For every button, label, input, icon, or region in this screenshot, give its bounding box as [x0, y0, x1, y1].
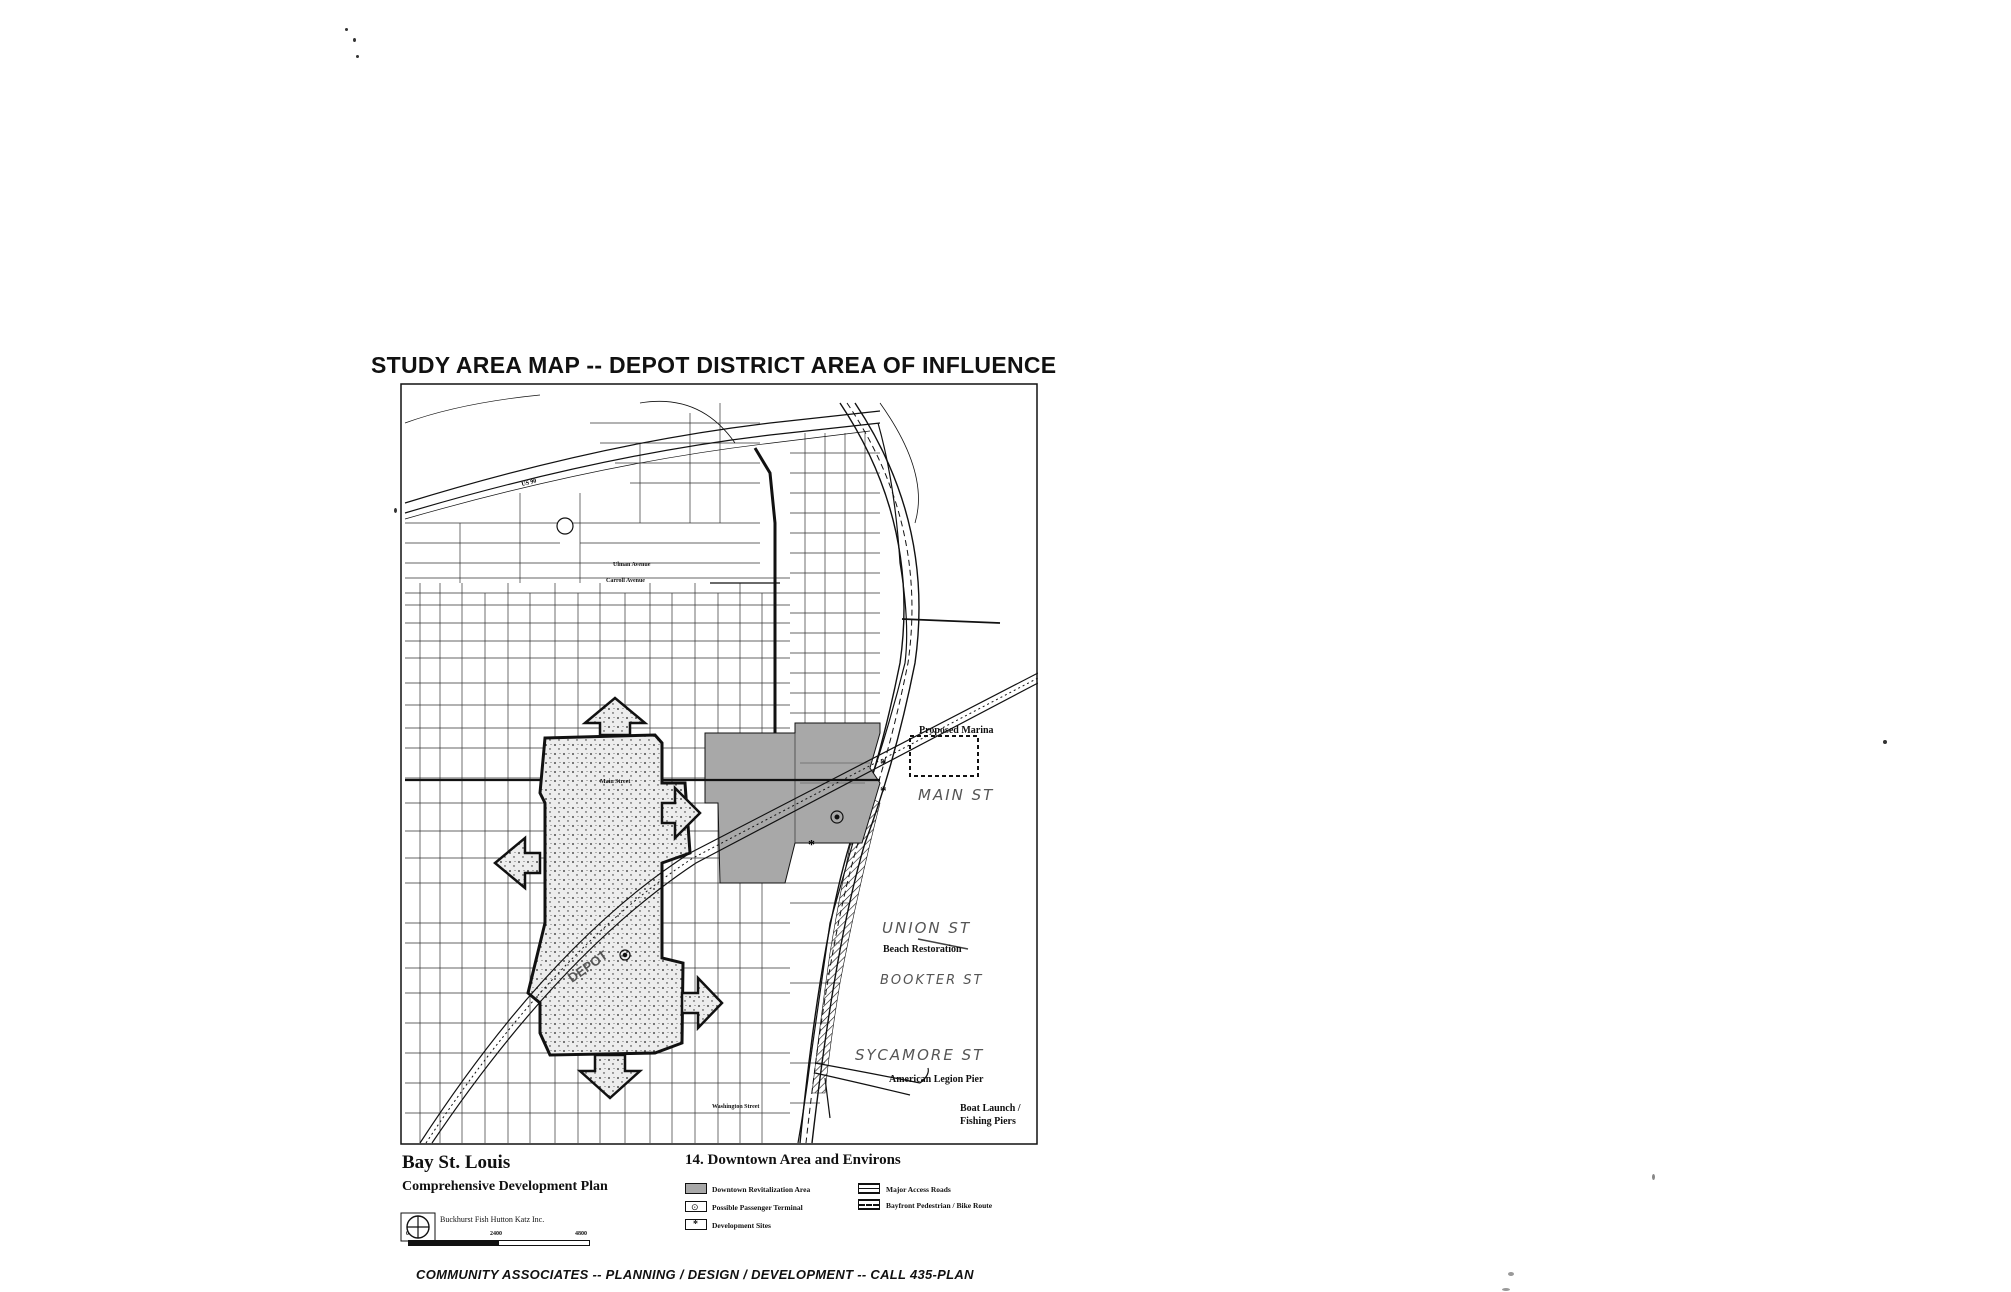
- washington-street-label: Washington Street: [712, 1104, 760, 1110]
- depot-label: DEPOT: [565, 947, 611, 986]
- development-site-icon: *: [808, 838, 815, 853]
- firm-credit: Buckhurst Fish Hutton Katz Inc.: [440, 1215, 545, 1224]
- scale-tick-2400: 2400: [490, 1231, 502, 1237]
- legend-label-bike-route: Bayfront Pedestrian / Bike Route: [886, 1201, 993, 1210]
- handwritten-bookter-st: BOOKTER ST: [880, 973, 984, 988]
- proposed-marina-label: Proposed Marina: [919, 725, 994, 736]
- scale-tick-4800: 4800: [575, 1231, 587, 1237]
- scan-speck: [1508, 1272, 1514, 1276]
- fishing-piers-label: Fishing Piers: [960, 1116, 1016, 1127]
- american-legion-pier-label: American Legion Pier: [889, 1074, 984, 1085]
- boat-launch-label: Boat Launch /: [960, 1103, 1021, 1114]
- scan-speck: [353, 38, 356, 42]
- legend-label-terminal: Possible Passenger Terminal: [712, 1203, 803, 1212]
- map-title: 14. Downtown Area and Environs: [685, 1152, 901, 1168]
- plan-name: Comprehensive Development Plan: [402, 1179, 608, 1194]
- scale-tick-0: 0: [406, 1231, 409, 1237]
- beach-restoration-label: Beach Restoration: [883, 944, 962, 955]
- scan-speck: [394, 508, 397, 513]
- carroll-avenue-label: Carroll Avenue: [606, 578, 645, 584]
- main-street-label: Main Street: [600, 779, 631, 785]
- scan-speck: [345, 28, 348, 31]
- us-90-label: US 90: [521, 478, 538, 488]
- scan-speck: [1652, 1174, 1655, 1180]
- handwritten-sycamore-st: SYCAMORE ST: [855, 1046, 985, 1064]
- legend-label-revitalization: Downtown Revitalization Area: [712, 1185, 811, 1194]
- scan-speck: [1883, 740, 1887, 744]
- compass-icon: [400, 1212, 436, 1242]
- scan-speck: [356, 55, 359, 58]
- place-name: Bay St. Louis: [402, 1152, 511, 1173]
- page-title: STUDY AREA MAP -- DEPOT DISTRICT AREA OF INFLUENCE: [371, 352, 1057, 378]
- water-tower-icon: [557, 518, 573, 534]
- development-site-icon: *: [880, 783, 887, 798]
- legend-swatch-revitalization: [685, 1183, 707, 1194]
- legend-swatch-major-roads: [858, 1183, 880, 1194]
- legend-swatch-development: *: [685, 1219, 707, 1230]
- legend-swatch-bike-route: [858, 1199, 880, 1210]
- legend-label-major-roads: Major Access Roads: [886, 1185, 951, 1194]
- scale-bar: [408, 1240, 590, 1246]
- study-area-map: [400, 383, 1038, 1145]
- legend-swatch-terminal: ⊙: [685, 1201, 707, 1212]
- handwritten-union-st: UNION ST: [882, 919, 972, 937]
- legend-label-development: Development Sites: [712, 1221, 771, 1230]
- handwritten-main-st: MAIN ST: [918, 786, 995, 804]
- ulman-avenue-label: Ulman Avenue: [613, 562, 651, 568]
- footer-credit: COMMUNITY ASSOCIATES -- PLANNING / DESIGN / DEVELOPMENT -- CALL 435-PLAN: [416, 1267, 974, 1282]
- scan-speck: [1502, 1288, 1510, 1291]
- development-site-icon: *: [880, 756, 887, 771]
